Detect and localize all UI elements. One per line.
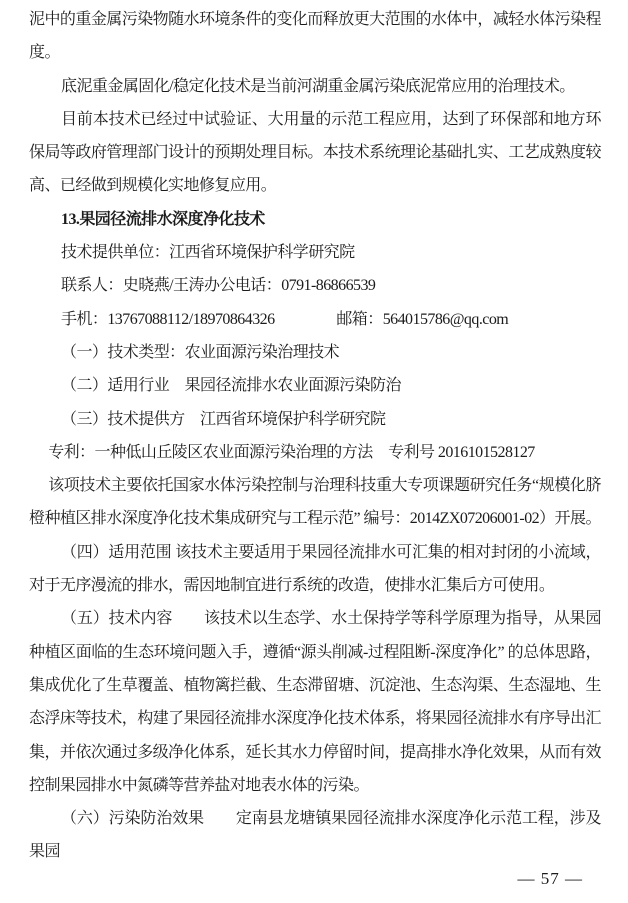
- item-5-tech-content: （五）技术内容 该技术以生态学、水土保持学等科学原理为指导，从果园种植区面临的生态环境问题入手，遵循“源头削减-过程阻断-深度净化” 的总体思路，集成优化了生草覆盖、植物篱拦截、生态滞留塘、沉淀池、生态沟渠、生态湿地、生态浮床等技术，构建了果园径流排水深度净化技术体系，将果园径流排水有序导出汇集，并依次通过多级净化体系，延长其水力停留时间，提高排水净化效果，从而有效控制果园排水中氮磷等营养盐对地表水体的污染。: [29, 610, 601, 794]
- document-body: [29, 3, 601, 869]
- item-3-tech-provider: （三）技术提供方 江西省环境保护科学研究院: [61, 410, 386, 428]
- item-1-tech-type: （一）技术类型：农业面源污染治理技术: [61, 343, 340, 361]
- item-6-pollution-control-effect: （六）污染防治效果 定南县龙塘镇果园径流排水深度净化示范工程，涉及果园: [29, 810, 601, 861]
- paragraph-project-basis: 该项技术主要依托国家水体污染控制与治理科技重大专项课题研究任务“规模化脐橙种植区排水深度净化技术集成研究与工程示范” 编号：2014ZX07206001-02）开展。: [29, 477, 601, 528]
- paragraph-solidification-tech: 底泥重金属固化/稳定化技术是当前河湖重金属污染底泥常应用的治理技术。: [61, 77, 575, 95]
- provider-unit-line: 技术提供单位：江西省环境保护科学研究院: [61, 244, 355, 262]
- paragraph-continuation: 泥中的重金属污染物随水环境条件的变化而释放更大范围的水体中，减轻水体污染程度。: [29, 11, 601, 62]
- section-heading-13: 13.果园径流排水深度净化技术: [61, 210, 265, 228]
- contact-person-line: 联系人：史晓燕/王涛办公电话：0791-86866539: [61, 277, 376, 295]
- item-4-applicable-scope: （四）适用范围 该技术主要适用于果园径流排水可汇集的相对封闭的小流域，对于无序漫流的排水，需因地制宜进行系统的改造，使排水汇集后方可使用。: [29, 543, 601, 595]
- paragraph-pilot-verification: 目前本技术已经过中试验证、大用量的示范工程应用，达到了环保部和地方环保局等政府管理部门设计的预期处理目标。本技术系统理论基础扎实、工艺成熟度较高、已经做到规模化实地修复应用。: [29, 110, 601, 195]
- mobile-email-line: 手机：13767088112/18970864326 邮箱：564015786@qq.com: [61, 310, 509, 328]
- page-number: — 57 —: [517, 869, 583, 888]
- patent-line: 专利：一种低山丘陵区农业面源污染治理的方法 专利号 2016101528127: [48, 443, 535, 461]
- item-2-applicable-industry: （二）适用行业 果园径流排水农业面源污染防治: [61, 377, 401, 395]
